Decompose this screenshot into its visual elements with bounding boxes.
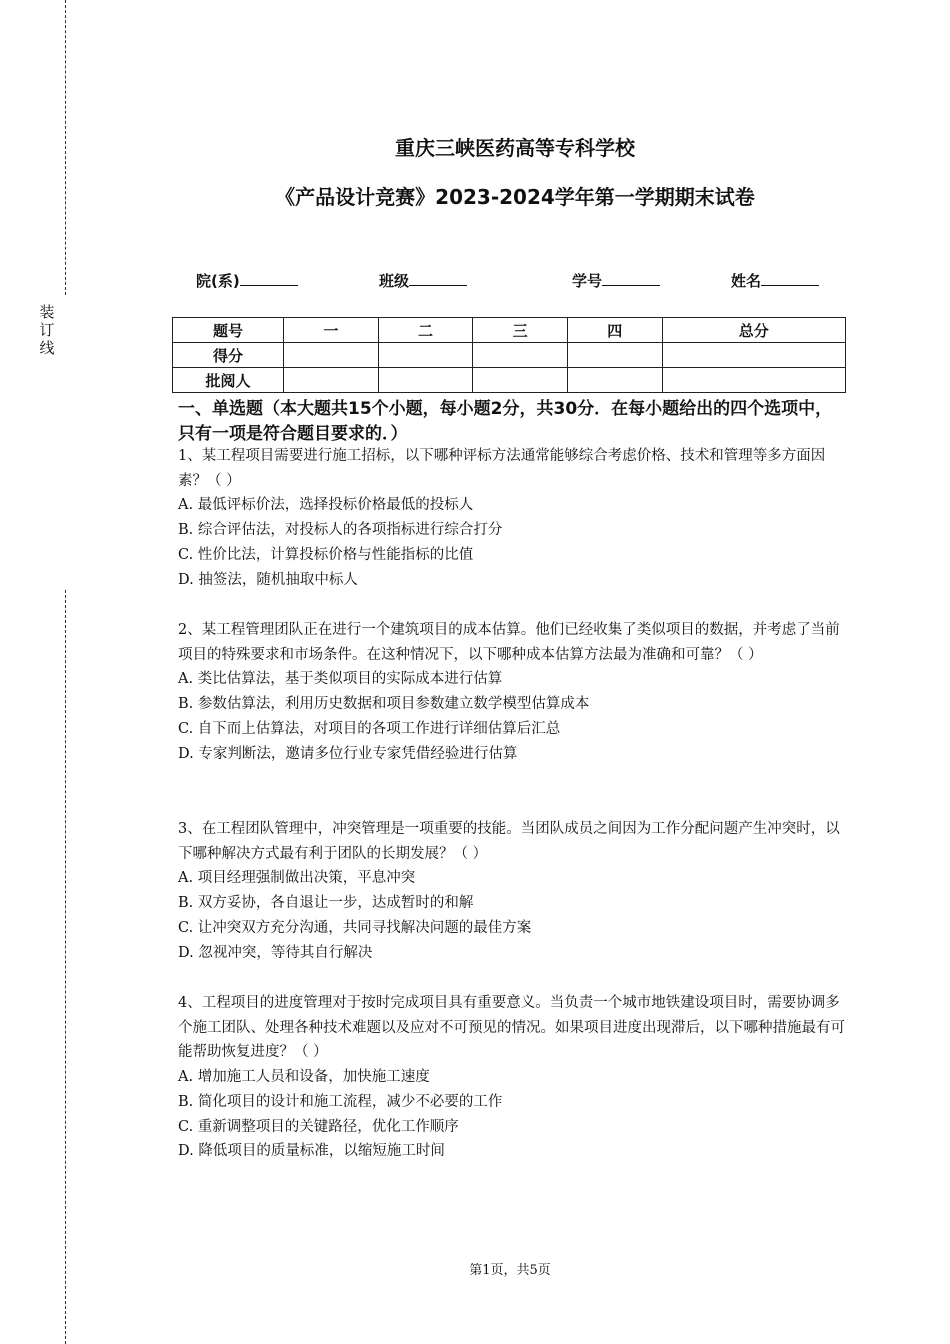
option-b: B. 参数估算法，利用历史数据和项目参数建立数学模型估算成本 (178, 696, 590, 713)
class-label: 班级 (379, 272, 410, 290)
school-name: 重庆三峡医药高等专科学校 (395, 136, 635, 160)
question-stem: 4、工程项目的进度管理对于按时完成项目具有重要意义。当负责一个城市地铁建设项目时，需要协调多个施工团队、处理各种技术难题以及应对不可预见的情况。如果项目进度出现滞后，以下哪种措施最有可能帮助恢复进度？（ ） (178, 995, 845, 1061)
exam-title: 《产品设计竞赛》2023-2024学年第一学期期末试卷 (275, 185, 755, 209)
header-cell: 一 (284, 318, 379, 343)
student-id-blank[interactable] (602, 271, 660, 286)
option-d: D. 抽签法，随机抽取中标人 (178, 571, 358, 588)
reviewer-cell[interactable] (378, 368, 473, 393)
option-b: B. 简化项目的设计和施工流程，减少不必要的工作 (178, 1093, 503, 1110)
question-stem: 2、某工程管理团队正在进行一个建筑项目的成本估算。他们已经收集了类似项目的数据，并考虑了当前项目的特殊要求和市场条件。在这种情况下，以下哪种成本估算方法最为准确和可靠？（ ） (178, 622, 840, 663)
score-table (172, 317, 846, 393)
reviewer-cell[interactable] (473, 368, 568, 393)
option-b: B. 双方妥协，各自退让一步，达成暂时的和解 (178, 895, 474, 912)
name-label: 姓名 (731, 272, 762, 290)
header-cell: 题号 (173, 318, 284, 343)
option-b: B. 综合评估法，对投标人的各项指标进行综合打分 (178, 522, 503, 539)
question-4 (178, 991, 846, 1164)
binding-line-bottom (65, 590, 66, 1344)
department-label: 院(系) (196, 272, 240, 290)
binding-char: 订 (39, 321, 55, 339)
reviewer-row (173, 368, 846, 393)
section-heading: 一、单选题（本大题共15个小题，每小题2分，共30分．在每小题给出的四个选项中，只有一项是符合题目要求的．） (178, 399, 833, 444)
question-3 (178, 817, 846, 965)
row-label: 得分 (173, 343, 284, 368)
option-c: C. 自下而上估算法，对项目的各项工作进行详细估算后汇总 (178, 720, 561, 737)
class-field (379, 270, 467, 291)
header-cell: 三 (473, 318, 568, 343)
option-d: D. 专家判断法，邀请多位行业专家凭借经验进行估算 (178, 745, 518, 762)
header-cell: 四 (567, 318, 662, 343)
option-a: A. 类比估算法，基于类似项目的实际成本进行估算 (178, 671, 503, 688)
score-cell[interactable] (662, 343, 845, 368)
reviewer-cell[interactable] (662, 368, 845, 393)
question-1 (178, 444, 846, 592)
question-stem: 3、在工程团队管理中，冲突管理是一项重要的技能。当团队成员之间因为工作分配问题产生冲突时，以下哪种解决方式最有利于团队的长期发展？（ ） (178, 821, 840, 862)
reviewer-cell[interactable] (567, 368, 662, 393)
score-cell[interactable] (378, 343, 473, 368)
binding-char: 线 (39, 339, 55, 357)
department-field (196, 270, 298, 291)
question-stem: 1、某工程项目需要进行施工招标，以下哪种评标方法通常能够综合考虑价格、技术和管理等多方面因素？（ ） (178, 448, 826, 489)
score-table-header-row (173, 318, 846, 343)
row-label: 批阅人 (173, 368, 284, 393)
reviewer-cell[interactable] (284, 368, 379, 393)
score-cell[interactable] (567, 343, 662, 368)
score-cell[interactable] (473, 343, 568, 368)
option-a: A. 最低评标价法，选择投标价格最低的投标人 (178, 497, 474, 514)
department-blank[interactable] (240, 271, 298, 286)
class-blank[interactable] (409, 271, 467, 286)
name-field (731, 270, 819, 291)
header-cell: 总分 (662, 318, 845, 343)
page-number: 第1页，共5页 (469, 1263, 551, 1278)
option-c: C. 让冲突双方充分沟通，共同寻找解决问题的最佳方案 (178, 919, 532, 936)
score-cell[interactable] (284, 343, 379, 368)
option-a: A. 项目经理强制做出决策，平息冲突 (178, 870, 416, 887)
option-d: D. 忽视冲突，等待其自行解决 (178, 944, 373, 961)
binding-char: 装 (39, 303, 55, 321)
option-c: C. 重新调整项目的关键路径，优化工作顺序 (178, 1118, 459, 1135)
student-id-label: 学号 (572, 272, 603, 290)
question-2 (178, 618, 846, 766)
option-d: D. 降低项目的质量标准，以缩短施工时间 (178, 1143, 445, 1160)
score-row (173, 343, 846, 368)
name-blank[interactable] (761, 271, 819, 286)
binding-label (37, 303, 57, 357)
student-id-field (572, 270, 660, 291)
option-a: A. 增加施工人员和设备，加快施工速度 (178, 1069, 430, 1086)
option-c: C. 性价比法，计算投标价格与性能指标的比值 (178, 546, 474, 563)
header-cell: 二 (378, 318, 473, 343)
